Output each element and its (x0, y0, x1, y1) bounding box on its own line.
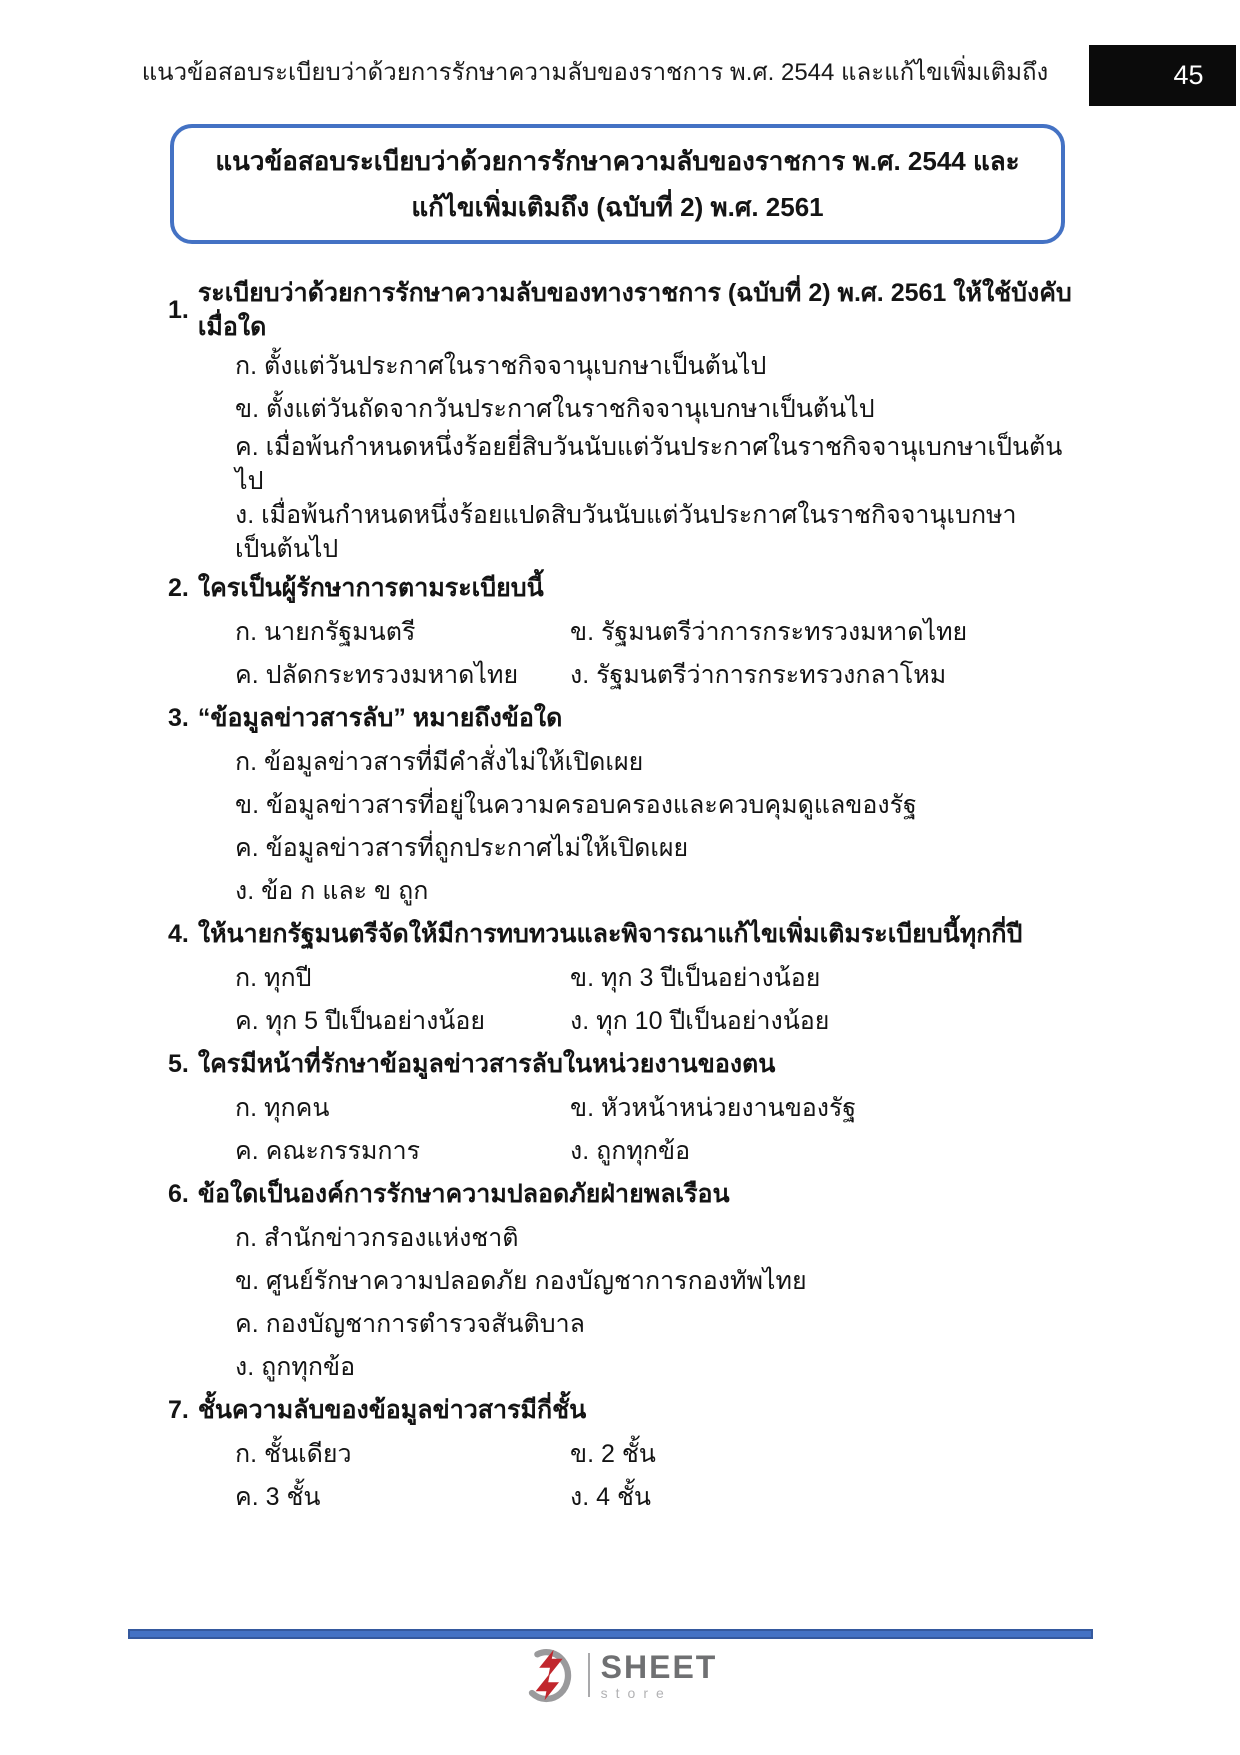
option-text: ก. ข้อมูลข่าวสารที่มีคำสั่งไม่ให้เปิดเผย (235, 747, 644, 776)
option-text: ก. ทุกปี (235, 963, 312, 992)
option-text: ค. เมื่อพ้นกำหนดหนึ่งร้อยยี่สิบวันนับแต่วันประกาศในราชกิจจานุเบกษาเป็นต้นไป (235, 433, 1063, 495)
option-text: ก. ทุกคน (235, 1093, 330, 1122)
option-text: ข. ตั้งแต่วันถัดจากวันประกาศในราชกิจจานุเบกษาเป็นต้นไป (235, 394, 875, 423)
option-text: ค. ทุก 5 ปีเป็นอย่างน้อย (235, 1006, 486, 1035)
question-text: “ข้อมูลข่าวสารลับ” หมายถึงข้อใด (197, 704, 563, 732)
option-text: ค. ปลัดกระทรวงมหาดไทย (235, 660, 519, 689)
question-block (168, 912, 1080, 1042)
options-list (168, 1432, 1080, 1518)
question-text: ใครเป็นผู้รักษาการตามระเบียบนี้ (197, 574, 544, 602)
options-list (168, 956, 1080, 1042)
option-text: ก. สำนักข่าวกรองแห่งชาติ (235, 1223, 519, 1252)
sheet-store-logo (0, 1646, 1240, 1704)
question-heading (168, 1172, 1080, 1216)
footer-divider (128, 1629, 1093, 1639)
question-number: 4. (168, 920, 189, 948)
option-text: ข. 2 ชั้น (570, 1439, 656, 1468)
sheet-store-s-icon (523, 1646, 577, 1704)
option-text: ก. ชั้นเดียว (235, 1439, 352, 1468)
question-text: ข้อใดเป็นองค์การรักษาความปลอดภัยฝ่ายพลเรือน (197, 1180, 730, 1208)
question-text: ระเบียบว่าด้วยการรักษาความลับของทางราชการ (ฉบับที่ 2) พ.ศ. 2561 ให้ใช้บังคับเมื่อใด (197, 279, 1072, 341)
question-block (168, 276, 1080, 566)
option-text: ง. 4 ชั้น (570, 1482, 652, 1511)
option-text: ค. ข้อมูลข่าวสารที่ถูกประกาศไม่ให้เปิดเผย (235, 833, 689, 862)
page-header-title: แนวข้อสอบระเบียบว่าด้วยการรักษาความลับของราชการ พ.ศ. 2544 และแก้ไขเพิ่มเติมถึง (141, 59, 1049, 86)
question-block (168, 696, 1080, 912)
question-text: ใครมีหน้าที่รักษาข้อมูลข่าวสารลับในหน่วยงานของตน (197, 1050, 776, 1078)
option-text: ง. ถูกทุกข้อ (235, 1352, 356, 1381)
options-list (168, 610, 1080, 696)
option-text: ง. ถูกทุกข้อ (570, 1136, 691, 1165)
brand-name: SHEET (600, 1648, 718, 1685)
exam-title: แนวข้อสอบระเบียบว่าด้วยการรักษาความลับของราชการ พ.ศ. 2544 และแก้ไขเพิ่มเติมถึง (ฉบับที่ 2) พ.ศ. 2561 (215, 146, 1020, 222)
question-number: 1. (168, 296, 189, 324)
question-number: 3. (168, 704, 189, 732)
question-number: 6. (168, 1180, 189, 1208)
option-text: ง. รัฐมนตรีว่าการกระทรวงกลาโหม (570, 660, 947, 689)
question-heading (168, 1042, 1080, 1086)
option-text: ค. 3 ชั้น (235, 1482, 321, 1511)
question-heading (168, 912, 1080, 956)
options-list (168, 1216, 1080, 1388)
brand-subtitle: store (600, 1684, 672, 1701)
option-text: ง. ข้อ ก และ ข ถูก (235, 876, 429, 905)
question-number: 2. (168, 574, 189, 602)
questions-area (168, 276, 1080, 1518)
page-number: 45 (1173, 60, 1204, 90)
question-number: 5. (168, 1050, 189, 1078)
logo-divider (588, 1653, 590, 1697)
question-heading (168, 696, 1080, 740)
option-text: ข. หัวหน้าหน่วยงานของรัฐ (570, 1093, 857, 1122)
question-block (168, 1042, 1080, 1172)
options-list (168, 740, 1080, 912)
question-text: ให้นายกรัฐมนตรีจัดให้มีการทบทวนและพิจารณาแก้ไขเพิ่มเติมระเบียบนี้ทุกกี่ปี (197, 920, 1023, 948)
options-list (168, 1086, 1080, 1172)
logo-text (600, 1648, 718, 1701)
option-text: ข. ศูนย์รักษาความปลอดภัย กองบัญชาการกองทัพไทย (235, 1266, 807, 1295)
option-text: ข. รัฐมนตรีว่าการกระทรวงมหาดไทย (570, 617, 968, 646)
question-block (168, 566, 1080, 696)
option-text: ค. คณะกรรมการ (235, 1136, 421, 1165)
option-text: ง. เมื่อพ้นกำหนดหนึ่งร้อยแปดสิบวันนับแต่วันประกาศในราชกิจจานุเบกษาเป็นต้นไป (235, 501, 1017, 563)
question-heading (168, 566, 1080, 610)
question-heading (168, 276, 1080, 344)
question-text: ชั้นความลับของข้อมูลข่าวสารมีกี่ชั้น (197, 1396, 587, 1424)
option-text: ข. ข้อมูลข่าวสารที่อยู่ในความครอบครองและควบคุมดูแลของรัฐ (235, 790, 917, 819)
question-number: 7. (168, 1396, 189, 1424)
question-heading (168, 1388, 1080, 1432)
question-block (168, 1388, 1080, 1518)
page-number-badge (1089, 45, 1236, 106)
option-text: ง. ทุก 10 ปีเป็นอย่างน้อย (570, 1006, 830, 1035)
options-list (168, 344, 1080, 566)
question-block (168, 1172, 1080, 1388)
option-text: ก. ตั้งแต่วันประกาศในราชกิจจานุเบกษาเป็นต้นไป (235, 351, 767, 380)
option-text: ข. ทุก 3 ปีเป็นอย่างน้อย (570, 963, 821, 992)
option-text: ก. นายกรัฐมนตรี (235, 617, 416, 646)
option-text: ค. กองบัญชาการตำรวจสันติบาล (235, 1309, 585, 1338)
exam-title-box (170, 124, 1065, 244)
